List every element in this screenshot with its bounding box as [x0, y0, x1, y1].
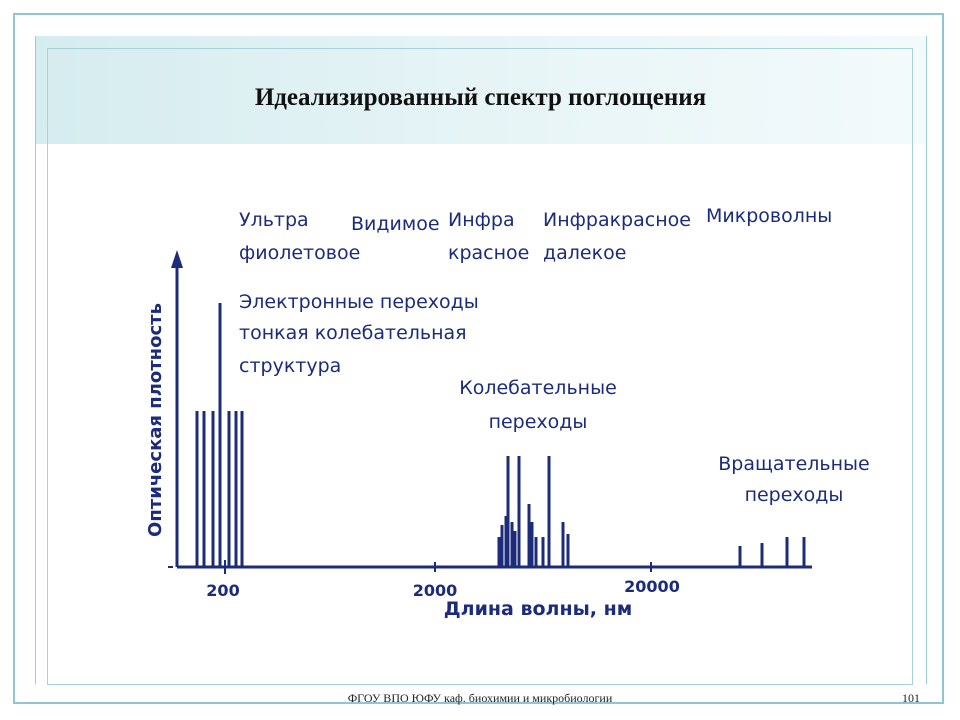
region-labels [239, 205, 832, 264]
y-axis-label: Оптическая плотность [145, 303, 166, 537]
annotation-electronic-line2: тонкая колебательная [239, 322, 467, 344]
annotation-rotational-line2: переходы [744, 484, 844, 506]
region-label-far-ir-line1: Инфракрасное [543, 209, 691, 231]
region-label-far-ir-line2: далекое [543, 242, 627, 264]
region-label-uv-line1: Ультра [239, 209, 309, 231]
annotation-vibrational-line2: переходы [488, 411, 588, 433]
region-label-microwave: Микроволны [706, 205, 833, 227]
region-label-visible: Видимое [351, 213, 440, 235]
footer-text: ФГОУ ВПО ЮФУ каф. биохимии и микробиологии [347, 691, 613, 705]
annotation-electronic-line1: Электронные переходы [239, 291, 479, 313]
annotation-rotational-line1: Вращательные [718, 453, 870, 475]
spectrum-diagram [140, 152, 880, 642]
slide-left-edge [35, 36, 36, 684]
x-tick-label: 2000 [412, 581, 458, 600]
region-label-uv-line2: фиолетовое [239, 242, 361, 264]
annotation-electronic-line3: структура [239, 355, 342, 377]
slide-right-edge [926, 36, 927, 684]
region-label-near-ir-line2: красное [448, 242, 530, 264]
page-title: Идеализированный спектр поглощения [254, 84, 707, 111]
annotations [239, 291, 870, 506]
page-number: 101 [902, 691, 920, 705]
region-label-near-ir-line1: Инфра [448, 209, 515, 231]
x-tick-label: 200 [206, 581, 240, 600]
x-axis-label: Длина волны, нм [443, 598, 633, 620]
y-axis-arrow-icon [171, 250, 183, 268]
spectrum-svg [140, 152, 880, 642]
x-tick-label: 20000 [624, 577, 680, 596]
annotation-vibrational-line1: Колебательные [459, 377, 617, 399]
